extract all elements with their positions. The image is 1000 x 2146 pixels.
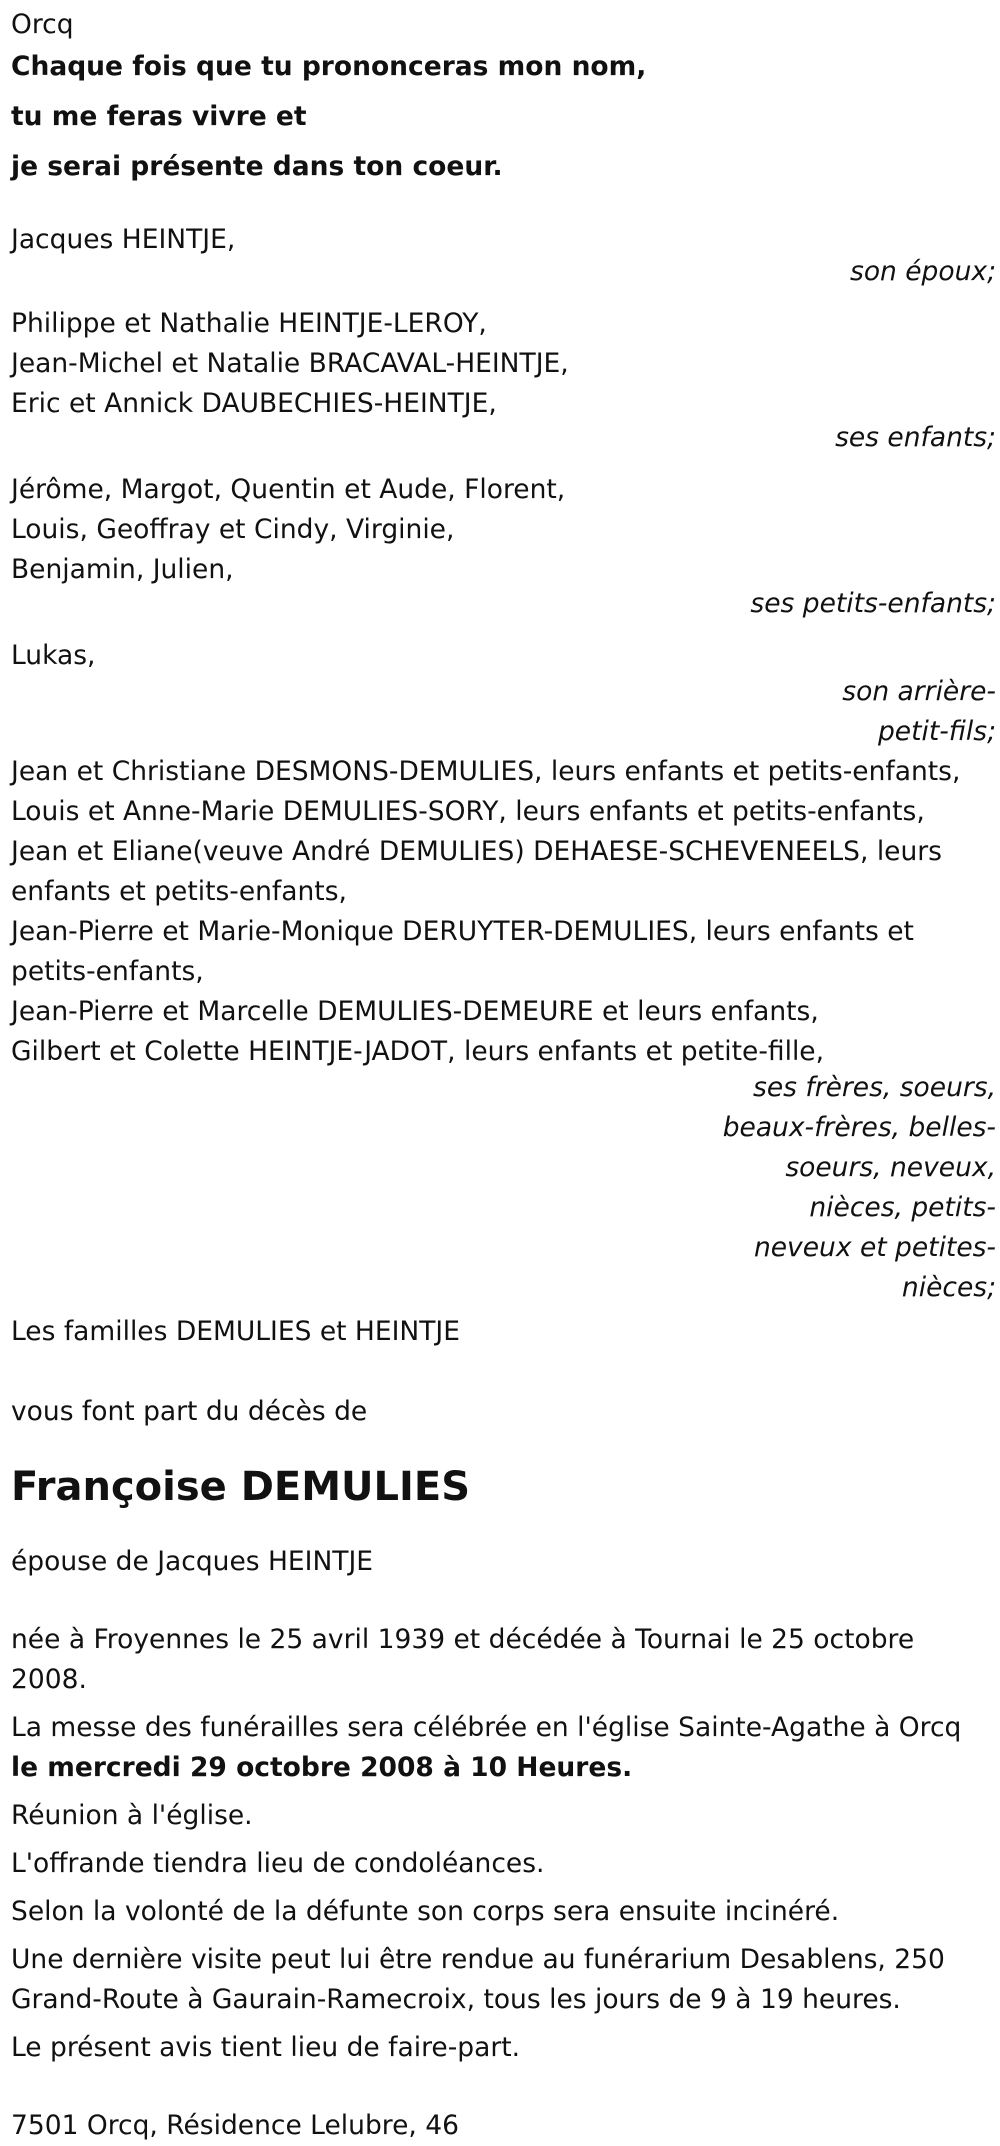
family-name-line: Philippe et Nathalie HEINTJE-LEROY, <box>11 308 487 339</box>
role-label: son époux; <box>850 256 996 287</box>
family-name-line: Jacques HEINTJE, <box>11 224 236 255</box>
address-line: 7501 Orcq, Résidence Lelubre, 46 <box>11 2110 459 2141</box>
family-name-line: Louis, Geoffray et Cindy, Virginie, <box>11 514 455 545</box>
family-name-line: Jean-Michel et Natalie BRACAVAL-HEINTJE, <box>11 348 569 379</box>
families-line: Les familles DEMULIES et HEINTJE <box>11 1316 460 1347</box>
family-name-line: Jean-Pierre et Marcelle DEMULIES-DEMEURE et leurs enfants, <box>11 996 819 1027</box>
deceased-name: Françoise DEMULIES <box>11 1464 471 1510</box>
obituary-notice <box>11 6 996 2146</box>
notice-line: Le présent avis tient lieu de faire-part. <box>11 2032 521 2063</box>
place-name: Orcq <box>11 9 74 40</box>
family-name-line: Lukas, <box>11 640 96 671</box>
family-name-line: Jean et Christiane DESMONS-DEMULIES, leurs enfants et petits-enfants, <box>11 756 961 787</box>
verse-line: tu me feras vivre et <box>11 101 307 132</box>
role-label-line: neveux et petites- <box>753 1232 996 1263</box>
role-label: ses petits-enfants; <box>750 588 996 619</box>
funeral-paragraph <box>11 1708 996 1788</box>
great-grandchildren-block <box>11 636 996 752</box>
intro-line: vous font part du décès de <box>11 1396 368 1427</box>
family-name-line: Jean-Pierre et Marie-Monique DERUYTER-DEMULIES, leurs enfants et petits-enfants, <box>11 916 914 987</box>
verse <box>11 42 996 192</box>
spouse-block <box>11 220 996 292</box>
family-name-line: Louis et Anne-Marie DEMULIES-SORY, leurs enfants et petits-enfants, <box>11 796 925 827</box>
children-block <box>11 304 996 458</box>
grandchildren-block <box>11 470 996 624</box>
siblings-block <box>11 752 996 1308</box>
role-label-line: beaux-frères, belles- <box>722 1112 996 1143</box>
family-name-line: Benjamin, Julien, <box>11 554 234 585</box>
role-label: ses enfants; <box>835 422 996 453</box>
role-label-line: petit-fils; <box>877 716 996 747</box>
family-name-line: Jean et Eliane(veuve André DEMULIES) DEHAESE-SCHEVENEELS, leurs enfants et petits-enfants, <box>11 836 942 907</box>
cremation-line: Selon la volonté de la défunte son corps sera ensuite incinéré. <box>11 1896 840 1927</box>
birth-death-line: née à Froyennes le 25 avril 1939 et décédée à Tournai le 25 octobre 2008. <box>11 1624 915 1695</box>
role-label-line: soeurs, neveux, <box>785 1152 996 1183</box>
role-label-line: son arrière- <box>842 676 996 707</box>
role-label-line: nièces, petits- <box>809 1192 996 1223</box>
family-name-line: Jérôme, Margot, Quentin et Aude, Florent, <box>11 474 566 505</box>
visit-paragraph: Une dernière visite peut lui être rendue au funérarium Desablens, 250 Grand-Route à Gaurain-Ramecroix, tous les jours de 9 à 19 heures. <box>11 1944 945 2015</box>
verse-line: je serai présente dans ton coeur. <box>11 151 503 182</box>
family-name-line: Eric et Annick DAUBECHIES-HEINTJE, <box>11 388 497 419</box>
role-label-line: ses frères, soeurs, <box>753 1072 996 1103</box>
meeting-line: Réunion à l'église. <box>11 1800 253 1831</box>
funeral-text: La messe des funérailles sera célébrée en l'église Sainte-Agathe à Orcq <box>11 1712 962 1743</box>
funeral-date: le mercredi 29 octobre 2008 à 10 Heures. <box>11 1752 633 1783</box>
family-name-line: Gilbert et Colette HEINTJE-JADOT, leurs enfants et petite-fille, <box>11 1036 825 1067</box>
offering-line: L'offrande tiendra lieu de condoléances. <box>11 1848 545 1879</box>
role-label-line: nièces; <box>901 1272 996 1303</box>
spouse-of-line: épouse de Jacques HEINTJE <box>11 1546 374 1577</box>
verse-line: Chaque fois que tu prononceras mon nom, <box>11 51 647 82</box>
role-column <box>11 1068 996 1308</box>
